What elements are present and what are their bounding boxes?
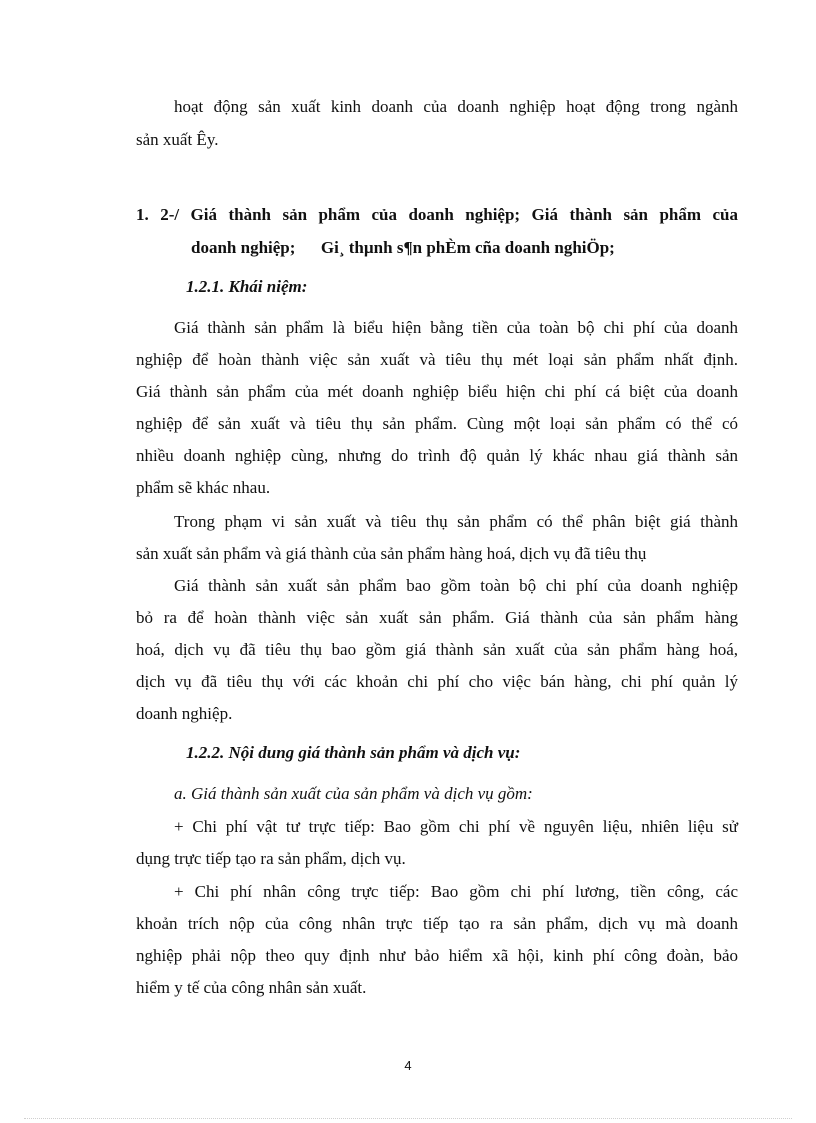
paragraph-line: bỏ ra để hoàn thành việc sản xuất sản phẩm. Giá thành của sản phẩm hàng [136,608,738,627]
paragraph-line: Giá thành sản phẩm của mét doanh nghiệp biểu hiện chi phí cá biệt của doanh [136,382,738,401]
paragraph-line: phẩm sẽ khác nhau. [136,478,271,497]
paragraph-line: doanh nghiệp. [136,704,233,723]
bullet-line: dụng trực tiếp tạo ra sản phẩm, dịch vụ. [136,849,406,868]
bullet-line: khoản trích nộp của công nhân trực tiếp tạo ra sản phẩm, dịch vụ mà doanh [136,914,738,933]
section-heading: 1. 2-/ Giá thành sản phẩm của doanh nghiệp; Giá thành sản phẩm của [136,205,738,224]
paragraph-line: nghiệp để hoàn thành việc sản xuất và tiêu thụ mét loại sản phẩm nhất định. [136,350,738,369]
subheading-italic: a. Giá thành sản xuất của sản phẩm và dịch vụ gồm: [174,784,533,803]
subsection-heading: 1.2.2. Nội dung giá thành sản phẩm và dịch vụ: [186,743,521,762]
bullet-line: hiểm y tế của công nhân sản xuất. [136,978,367,997]
bullet-line: + Chi phí vật tư trực tiếp: Bao gồm chi phí về nguyên liệu, nhiên liệu sử [174,817,738,836]
paragraph-line: hoá, dịch vụ đã tiêu thụ bao gồm giá thành sản xuất của sản phẩm hàng hoá, [136,640,738,659]
paragraph-line: dịch vụ đã tiêu thụ với các khoản chi phí cho việc bán hàng, chi phí quản lý [136,672,738,691]
bullet-line: + Chi phí nhân công trực tiếp: Bao gồm chi phí lương, tiền công, các [174,882,738,901]
body-line: sản xuất Êy. [136,130,219,149]
paragraph-line: nhiều doanh nghiệp cùng, nhưng do trình độ quản lý khác nhau giá thành sản [136,446,738,465]
subsection-heading: 1.2.1. Khái niệm: [186,277,308,296]
paragraph-line: sản xuất sản phẩm và giá thành của sản phẩm hàng hoá, dịch vụ đã tiêu thụ [136,544,647,563]
bullet-line: nghiệp phải nộp theo quy định như bảo hiểm xã hội, kinh phí công đoàn, bảo [136,946,738,965]
page-number: 4 [404,1058,412,1073]
section-heading-continued: doanh nghiệp; Gi¸ thµnh s¶n phÈm cña doanh nghiÖp; [191,238,615,257]
paragraph-line: Giá thành sản xuất sản phẩm bao gồm toàn bộ chi phí của doanh nghiệp [174,576,738,595]
footer-divider [24,1118,792,1119]
body-line: hoạt động sản xuất kinh doanh của doanh nghiệp hoạt động trong ngành [174,97,738,116]
paragraph-line: Trong phạm vi sản xuất và tiêu thụ sản phẩm có thể phân biệt giá thành [174,512,738,531]
paragraph-line: nghiệp để sản xuất và tiêu thụ sản phẩm. Cùng một loại sản phẩm có thể có [136,414,738,433]
paragraph-line: Giá thành sản phẩm là biểu hiện bằng tiền của toàn bộ chi phí của doanh [174,318,738,337]
